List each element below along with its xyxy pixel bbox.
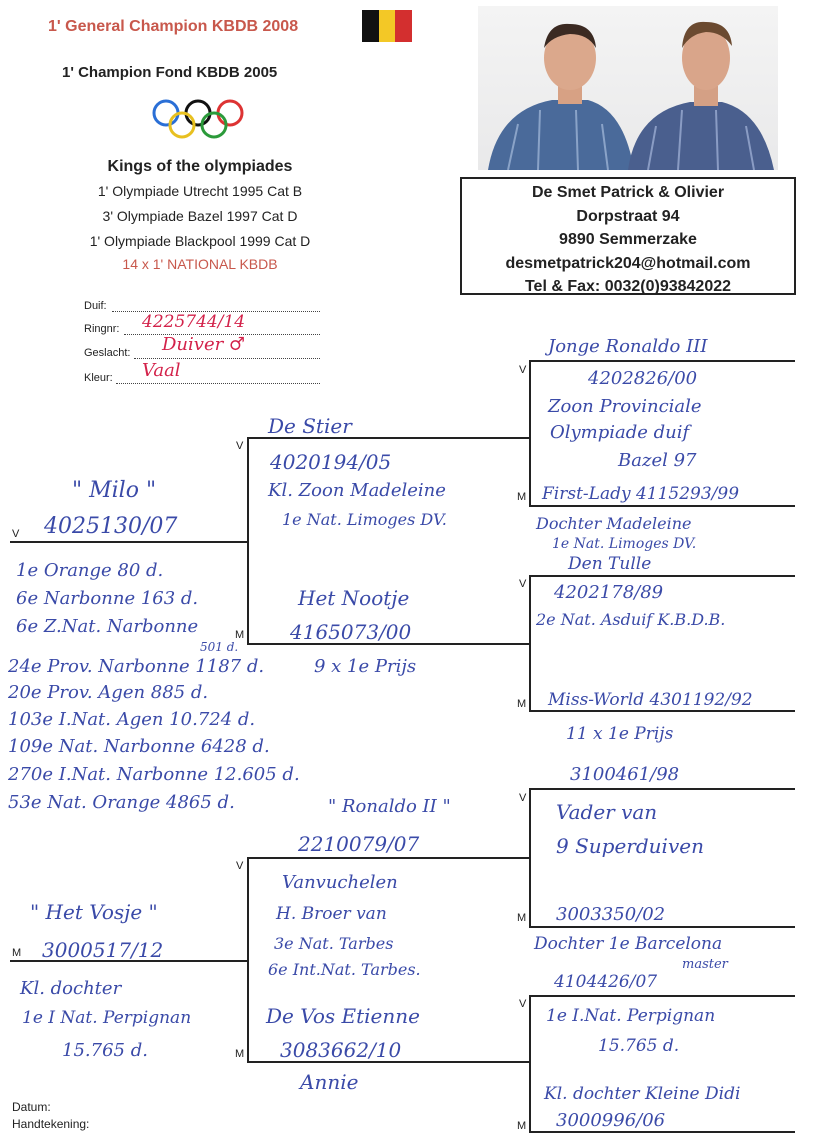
fmf-line (529, 575, 795, 577)
ffm-info-2: 1e Nat. Limoges DV. (552, 536, 697, 552)
kings-title: Kings of the olympiades (107, 158, 293, 175)
fff-ring: 4202826/00 (588, 368, 698, 389)
father-result-6: 103e I.Nat. Agen 10.724 d. (8, 709, 256, 730)
mf-line (247, 857, 529, 859)
olympiade-1: 1' Olympiade Utrecht 1995 Cat B (97, 183, 303, 199)
mmf-v-marker: V (519, 998, 527, 1010)
mf-info-3: 3e Nat. Tarbes (274, 934, 394, 953)
fff-info-3: Bazel 97 (618, 450, 697, 471)
contact-phone: Tel & Fax: 0032(0)93842022 (524, 278, 732, 295)
father-result-5: 20e Prov. Agen 885 d. (8, 682, 209, 703)
olympiade-2: 3' Olympiade Bazel 1997 Cat D (102, 208, 298, 224)
fm-name: Het Nootje (298, 586, 410, 610)
fmm-line (529, 710, 795, 712)
mm-bracket (529, 995, 531, 1133)
fmm-m-marker: M (517, 698, 527, 710)
mf-info-4: 6e Int.Nat. Tarbes. (268, 960, 421, 979)
father-line (10, 541, 247, 543)
kleur-label: Kleur: (84, 372, 113, 384)
father-result-4: 24e Prov. Narbonne 1187 d. (8, 656, 265, 677)
ff-v-marker: V (236, 440, 244, 452)
ff-name: De Stier (268, 414, 352, 438)
fff-v-marker: V (519, 364, 527, 376)
father-result-3: 6e Z.Nat. Narbonne (16, 616, 199, 637)
mm-m-marker: M (235, 1048, 245, 1060)
kleur-value: Vaal (142, 360, 181, 381)
mfm-m-marker: M (517, 912, 527, 924)
mfm-info-1: Dochter 1e Barcelona (534, 934, 723, 954)
contact-street: Dorpstraat 94 (576, 207, 680, 225)
fm-note: 9 x 1e Prijs (314, 656, 417, 677)
mf-ring: 2210079/07 (298, 832, 420, 856)
contact-box (460, 177, 796, 295)
ringnr-label: Ringnr: (84, 323, 120, 335)
mmm-line (529, 1131, 795, 1133)
contact-email: desmetpatrick204@hotmail.com (505, 254, 751, 272)
mf-name: " Ronaldo II " (328, 796, 451, 817)
fm-ring: 4165073/00 (290, 620, 412, 644)
mfm-info-2: master (682, 957, 728, 972)
fmf-name: Den Tulle (568, 554, 652, 574)
ff-info-1: Kl. Zoon Madeleine (268, 480, 446, 501)
father-small-note: 501 d. (200, 640, 239, 654)
fff-info-1: Zoon Provinciale (548, 396, 702, 417)
olympic-rings-icon (150, 98, 246, 140)
datum-label: Datum: (12, 1100, 51, 1114)
mff-line (529, 788, 795, 790)
ffm-m-marker: M (517, 491, 527, 503)
mfm-ring: 3003350/02 (556, 904, 666, 925)
fff-name: Jonge Ronaldo III (548, 336, 708, 357)
mother-name: " Het Vosje " (30, 900, 158, 924)
mf-bracket (529, 788, 531, 928)
olympiade-3: 1' Olympiade Blackpool 1999 Cat D (89, 233, 311, 249)
mother-info-3: 15.765 d. (62, 1040, 148, 1061)
mmf-line (529, 995, 795, 997)
ffm-info-1: Dochter Madeleine (536, 514, 692, 533)
fff-line (529, 360, 795, 362)
fmf-ring: 4202178/89 (554, 582, 664, 603)
ff-info-2: 1e Nat. Limoges DV. (282, 510, 447, 529)
ringnr-value: 4225744/14 (142, 312, 246, 332)
mff-info-1: Vader van (556, 800, 658, 824)
mother-ring: 3000517/12 (42, 938, 164, 962)
mm-ring: 3083662/10 (280, 1038, 402, 1062)
mmf-ring: 4104426/07 (554, 972, 658, 992)
mf-info-1: Vanvuchelen (282, 872, 398, 893)
fmm-name: Miss-World 4301192/92 (548, 690, 753, 710)
mmm-m-marker: M (517, 1120, 527, 1132)
father-name: " Milo " (72, 478, 157, 503)
father-result-8: 270e I.Nat. Narbonne 12.605 d. (8, 764, 300, 785)
fff-info-2: Olympiade duif (550, 422, 690, 443)
fmm-info-1: 11 x 1e Prijs (566, 724, 674, 744)
mfm-line (529, 926, 795, 928)
duif-field[interactable] (112, 301, 320, 312)
ffm-line (529, 505, 795, 507)
mff-v-marker: V (519, 792, 527, 804)
father-result-1: 1e Orange 80 d. (16, 560, 164, 581)
general-champion-title: 1' General Champion KBDB 2008 (48, 18, 299, 35)
fm-bracket (529, 575, 531, 712)
fmf-info-1: 2e Nat. Asduif K.B.D.B. (536, 610, 726, 629)
mmf-info-1: 1e I.Nat. Perpignan (546, 1006, 716, 1026)
mother-info-2: 1e I Nat. Perpignan (22, 1008, 192, 1028)
handtekening-label: Handtekening: (12, 1117, 90, 1131)
father-result-9: 53e Nat. Orange 4865 d. (8, 792, 235, 813)
geslacht-value: Duiver ♂ (162, 334, 246, 355)
owners-photo (478, 6, 778, 170)
contact-city: 9890 Semmerzake (559, 231, 697, 248)
mmm-ring: 3000996/06 (556, 1110, 666, 1131)
father-result-2: 6e Narbonne 163 d. (16, 588, 199, 609)
mf-v-marker: V (236, 860, 244, 872)
mother-bracket (247, 857, 249, 1063)
father-v-marker: V (12, 528, 20, 540)
fmf-v-marker: V (519, 578, 527, 590)
mm-name: De Vos Etienne (266, 1004, 420, 1028)
ffm-name: First-Lady 4115293/99 (542, 484, 740, 504)
mff-info-2: 9 Superduiven (556, 834, 704, 858)
fm-m-marker: M (235, 629, 245, 641)
contact-name: De Smet Patrick & Olivier (531, 184, 725, 201)
mf-info-2: H. Broer van (276, 904, 387, 924)
mff-ring: 3100461/98 (570, 764, 680, 785)
champion-fond-title: 1' Champion Fond KBDB 2005 (62, 64, 278, 81)
mm-note: Annie (300, 1070, 359, 1094)
belgian-flag (362, 10, 412, 42)
mother-m-marker: M (12, 947, 22, 959)
mother-info-1: Kl. dochter (20, 978, 122, 999)
national-wins: 14 x 1' NATIONAL KBDB (122, 256, 278, 272)
father-result-7: 109e Nat. Narbonne 6428 d. (8, 736, 270, 757)
mmf-info-2: 15.765 d. (598, 1036, 680, 1056)
ff-ring: 4020194/05 (270, 450, 392, 474)
ff-bracket (529, 360, 531, 507)
mmm-name: Kl. dochter Kleine Didi (544, 1084, 741, 1104)
father-ring: 4025130/07 (44, 514, 178, 539)
geslacht-label: Geslacht: (84, 347, 131, 359)
duif-label: Duif: (84, 300, 107, 312)
father-bracket (247, 437, 249, 645)
